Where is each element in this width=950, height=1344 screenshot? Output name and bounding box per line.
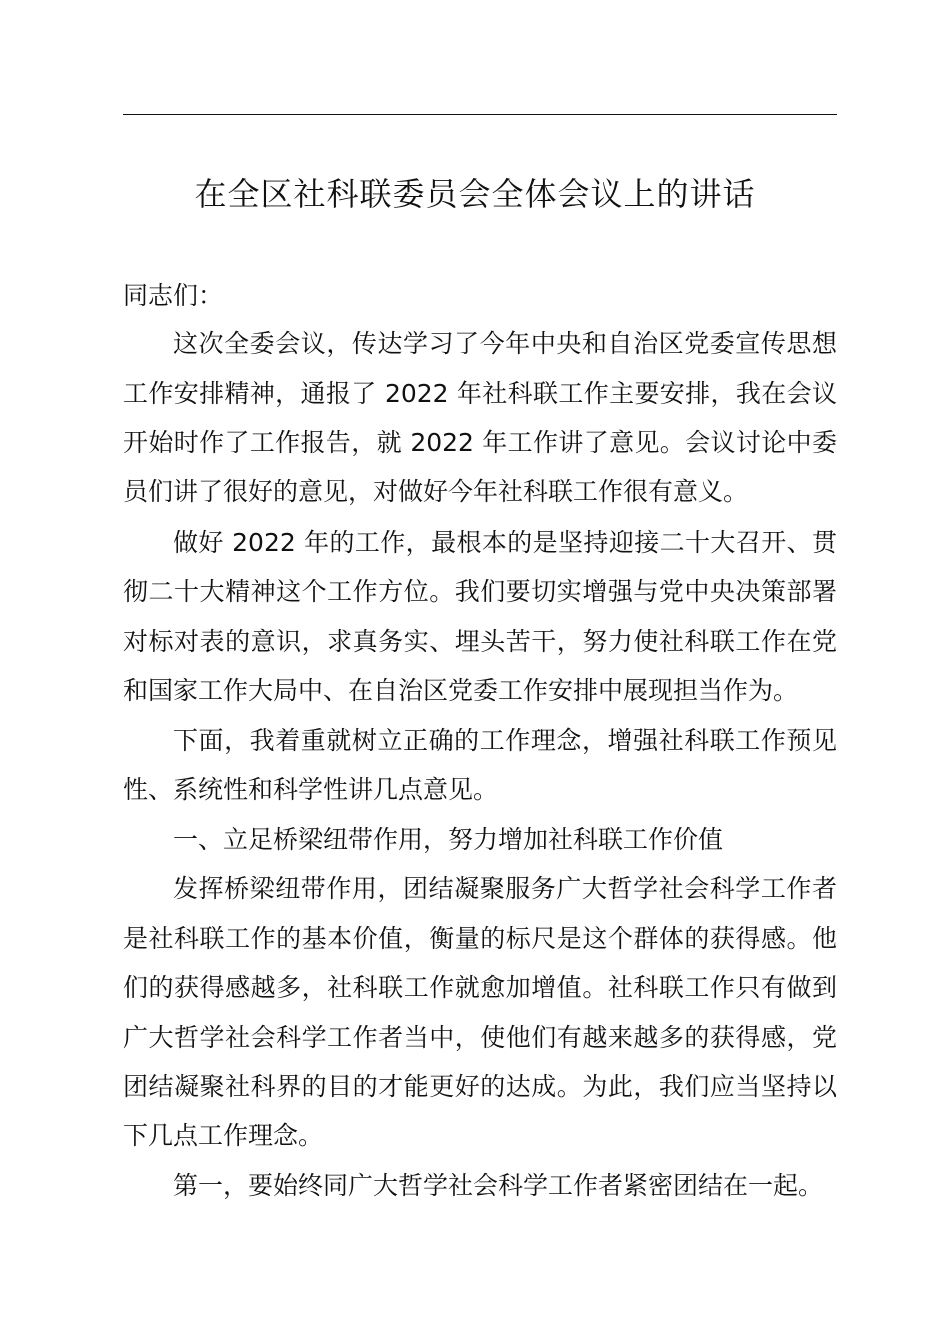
paragraph-line: 这次全委会议，传达学习了今年中央和自治区党委宣传思想 xyxy=(173,329,837,358)
header-rule xyxy=(123,114,837,115)
paragraph-line: 做好 2022 年的工作，最根本的是坚持迎接二十大召开、贯 xyxy=(173,528,837,557)
paragraph-line: 们的获得感越多，社科联工作就愈加增值。社科联工作只有做到 xyxy=(123,973,837,1002)
paragraph-line: 员们讲了很好的意见，对做好今年社科联工作很有意义。 xyxy=(123,477,749,506)
paragraph-line: 团结凝聚社科界的目的才能更好的达成。为此，我们应当坚持以 xyxy=(123,1072,837,1101)
paragraph-line: 工作安排精神，通报了 2022 年社科联工作主要安排，我在会议 xyxy=(123,379,837,408)
greeting: 同志们： xyxy=(123,281,224,310)
paragraph-line: 开始时作了工作报告，就 2022 年工作讲了意见。会议讨论中委 xyxy=(123,428,837,457)
page-title: 在全区社科联委员会全体会议上的讲话 xyxy=(194,175,756,213)
paragraph-line: 下几点工作理念。 xyxy=(123,1121,324,1150)
paragraph-line: 和国家工作大局中、在自治区党委工作安排中展现担当作为。 xyxy=(123,676,799,705)
paragraph-line: 下面，我着重就树立正确的工作理念，增强社科联工作预见 xyxy=(173,726,837,755)
section-heading: 一、立足桥梁纽带作用，努力增加社科联工作价值 xyxy=(173,825,724,854)
paragraph-line: 对标对表的意识，求真务实、埋头苦干，努力使社科联工作在党 xyxy=(123,627,837,656)
paragraph-line: 是社科联工作的基本价值，衡量的标尺是这个群体的获得感。他 xyxy=(123,924,837,953)
paragraph-line: 性、系统性和科学性讲几点意见。 xyxy=(123,775,499,804)
paragraph-line: 广大哲学社会科学工作者当中，使他们有越来越多的获得感，党 xyxy=(123,1023,837,1052)
paragraph-line: 第一，要始终同广大哲学社会科学工作者紧密团结在一起。 xyxy=(173,1171,824,1200)
paragraph-line: 发挥桥梁纽带作用，团结凝聚服务广大哲学社会科学工作者 xyxy=(173,874,837,903)
paragraph-line: 彻二十大精神这个工作方位。我们要切实增强与党中央决策部署 xyxy=(123,577,837,606)
